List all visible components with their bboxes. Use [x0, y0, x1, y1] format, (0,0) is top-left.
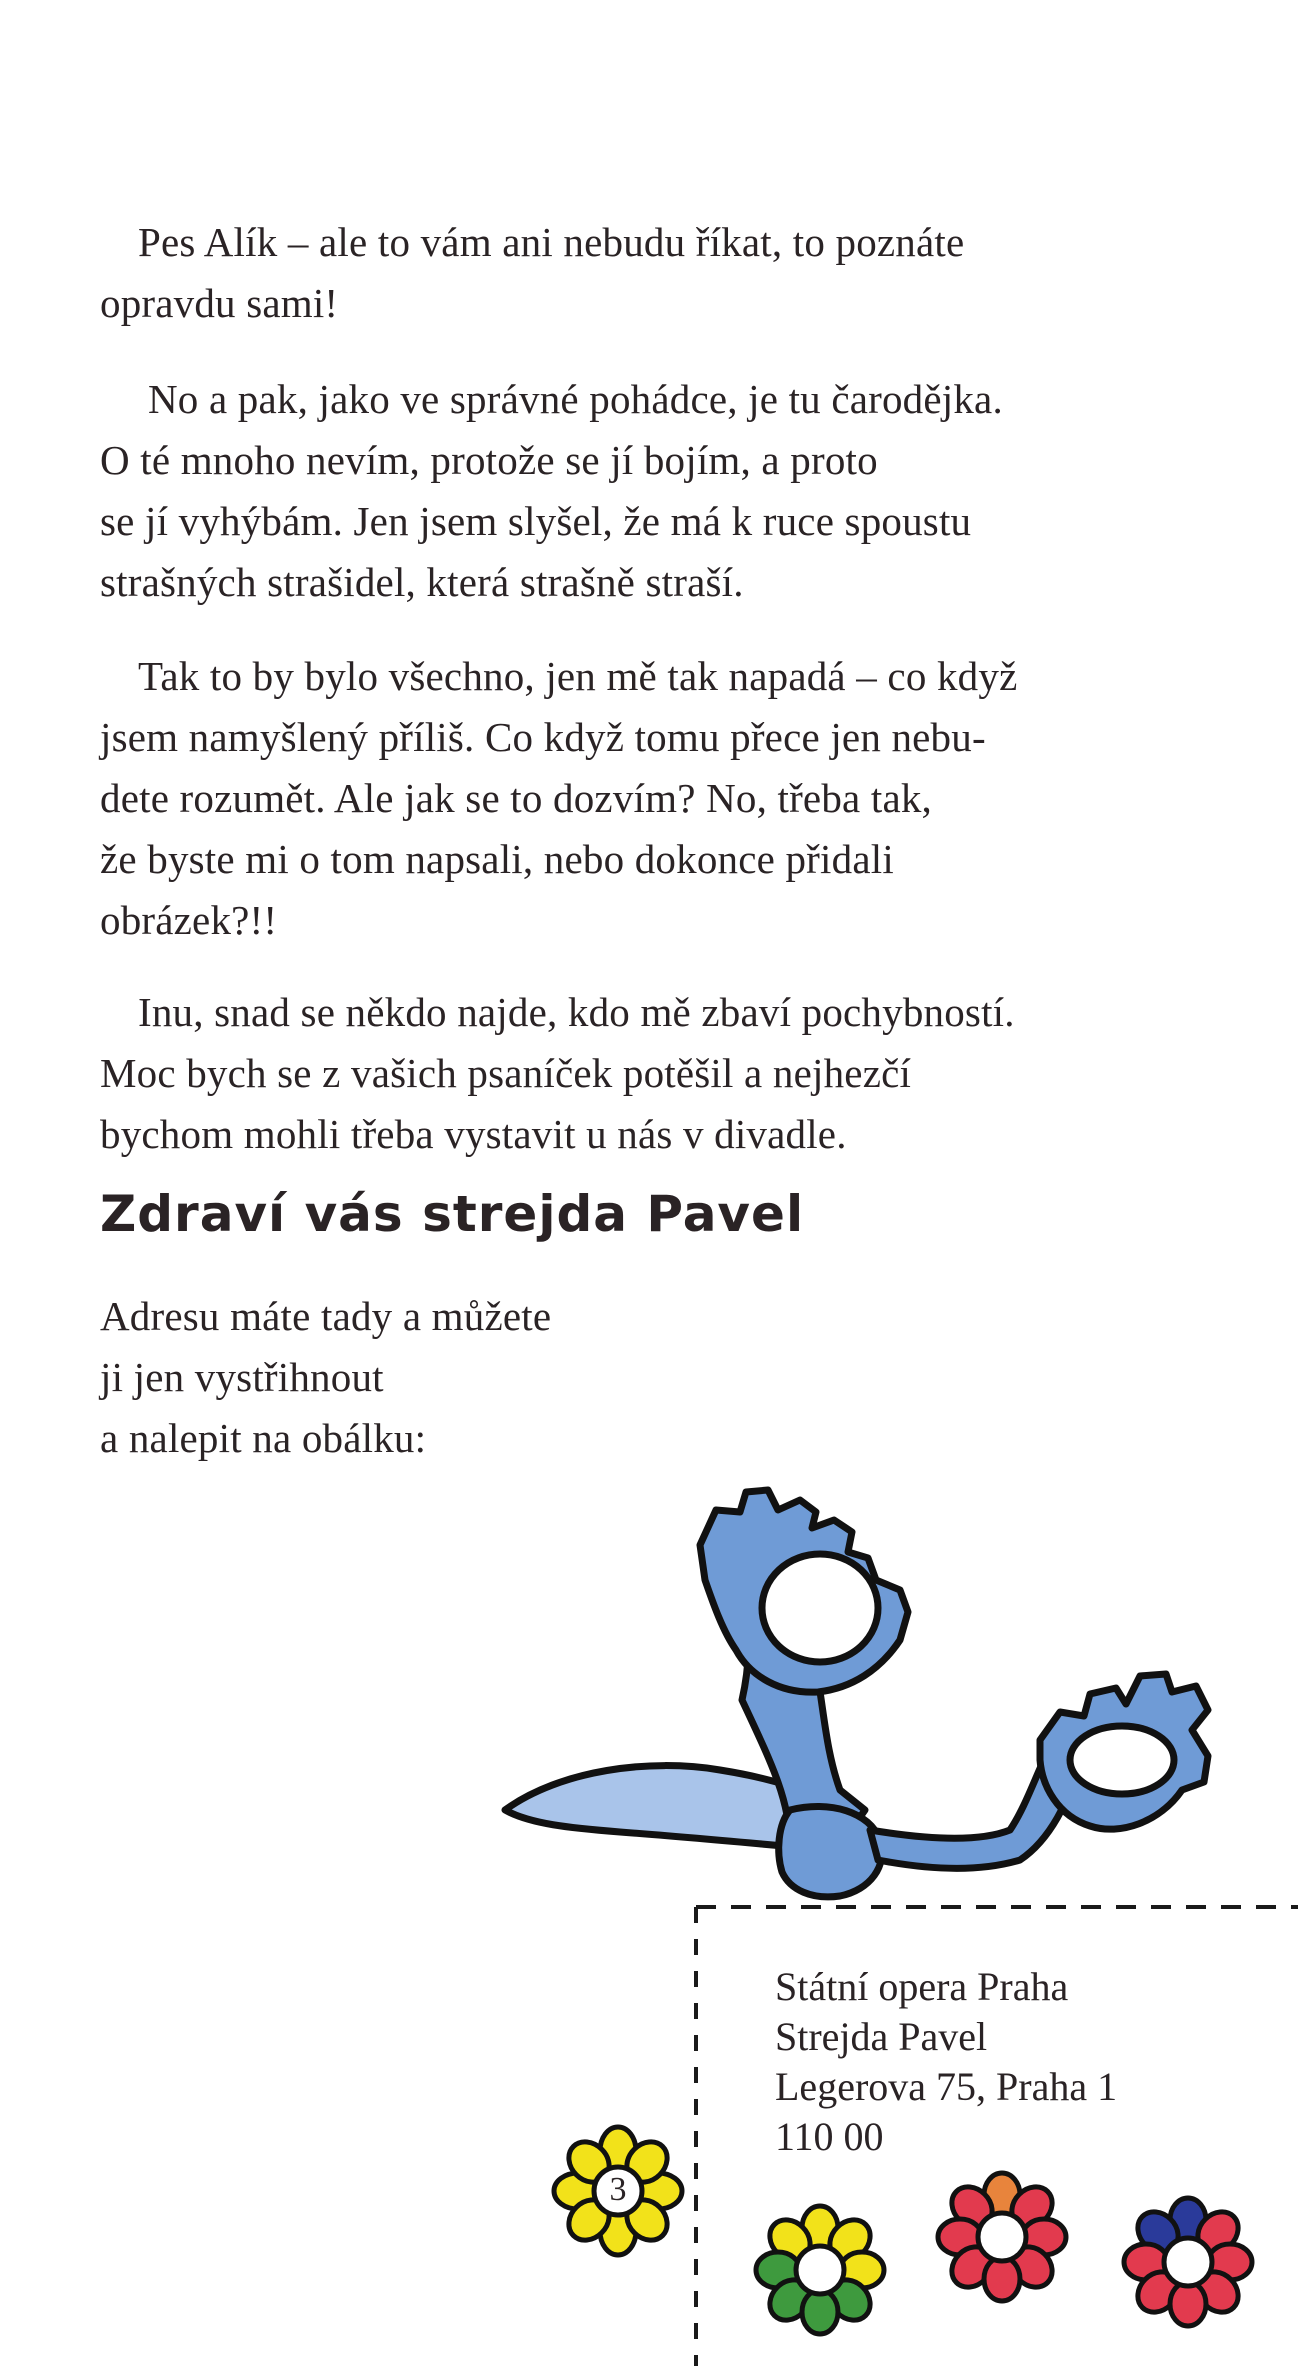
text-line: Moc bych se z vašich psaníček potěšil a nejhezčí	[100, 1050, 912, 1096]
flower-icon	[756, 2206, 884, 2334]
text-line: Adresu máte tady a můžete	[100, 1293, 552, 1339]
text-line: že byste mi o tom napsali, nebo dokonce přidali	[100, 836, 894, 882]
text-line: Tak to by bylo všechno, jen mě tak napadá – co když	[138, 653, 1018, 699]
text-line: opravdu sami!	[100, 280, 339, 326]
text-line: jsem namyšlený příliš. Co když tomu přece jen nebu-	[100, 714, 986, 760]
address-line: Strejda Pavel	[775, 2014, 988, 2059]
address-line: 110 00	[775, 2114, 884, 2159]
text-line: O té mnoho nevím, protože se jí bojím, a proto	[100, 437, 878, 483]
scissors-icon	[505, 1490, 1208, 1897]
text-line: se jí vyhýbám. Jen jsem slyšel, že má k ruce spoustu	[100, 498, 972, 544]
address-block	[775, 1962, 1117, 2162]
text-line: ji jen vystřihnout	[100, 1354, 384, 1400]
flower-icon	[938, 2173, 1066, 2301]
text-line: a nalepit na obálku:	[100, 1415, 427, 1461]
text-line: Pes Alík – ale to vám ani nebudu říkat, to poznáte	[138, 219, 965, 265]
text-line: strašných strašidel, která strašně straší.	[100, 559, 744, 605]
signature-heading: Zdraví vás strejda Pavel	[100, 1185, 805, 1243]
text-line: Inu, snad se někdo najde, kdo mě zbaví pochybností.	[138, 989, 1015, 1035]
text-line: dete rozumět. Ale jak se to dozvím? No, třeba tak,	[100, 775, 933, 821]
address-line: Státní opera Praha	[775, 1964, 1069, 2009]
flower-icon	[1124, 2198, 1252, 2326]
text-line: No a pak, jako ve správné pohádce, je tu čarodějka.	[148, 376, 1003, 422]
text-line: obrázek?!!	[100, 897, 278, 943]
address-line: Legerova 75, Praha 1	[775, 2064, 1118, 2109]
page-number: 3	[609, 2171, 627, 2208]
text-line: bychom mohli třeba vystavit u nás v divadle.	[100, 1111, 847, 1157]
